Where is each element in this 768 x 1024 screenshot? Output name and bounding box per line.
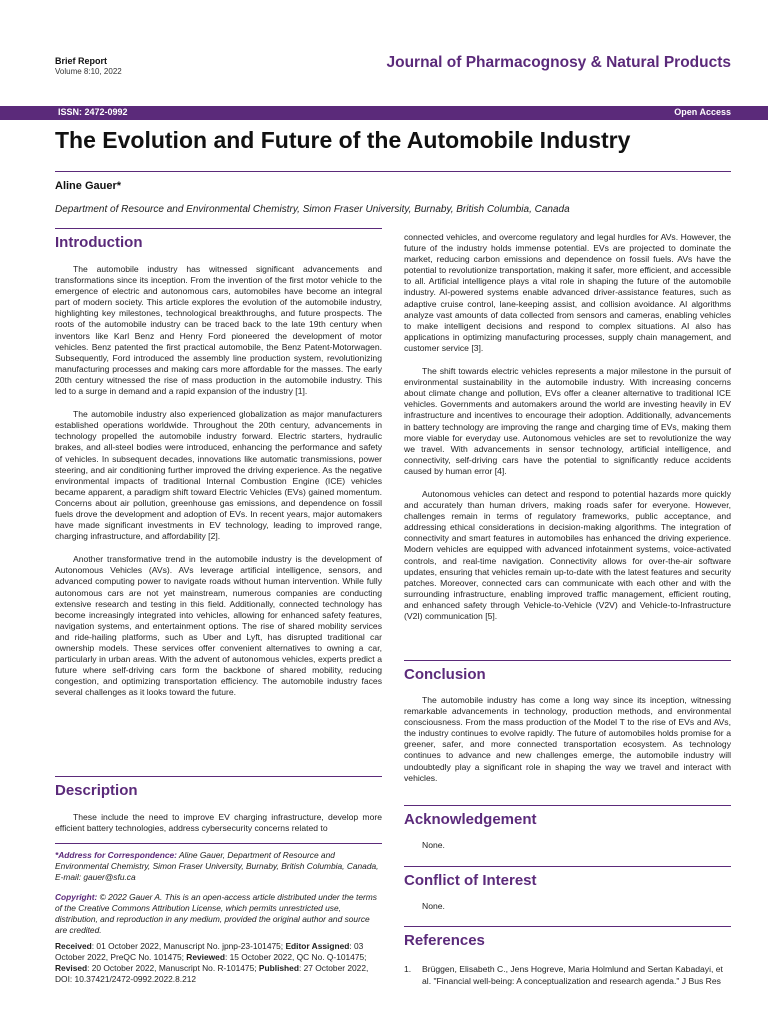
- paragraph: The automobile industry has come a long way since its inception, witnessing remarkable advancements in technology, production methods, and environmental consciousness. From the mass production of the Model T to the rise of EVs and AVs, the industry continues to evolve rapidly. The future of automobiles holds promise for a greener, safer, and more connected transportation ecosystem. As technology continues to advance and new challenges emerge, the automobile industry will undoubtedly play a significant role in shaping the way we travel and interact with vehicles.: [404, 695, 731, 783]
- section-heading-references: References: [404, 926, 731, 949]
- paragraph: The automobile industry has witnessed significant advancements and transformations since its inception. From the invention of the first motor vehicle to the emergence of electric and autonomous cars, automobiles have become an integral part of modern society. This article explores the evolution of the automobile industry, highlighting key milestones, technological breakthroughs, and future prospects. The roots of the automobile industry can be traced back to the late 19th century when inventors like Karl Benz and Henry Ford pioneered the development of motor vehicles. Benz patented the first practical automobile, the Benz Patent-Motorwagen. Subsequently, Ford introduced the assembly line production system, revolutionizing manufacturing processes and making cars more affordable for the masses. The early 20th century witnessed the rise of mass production in the automobile industry. This led to a surge in demand and a rapid expansion of the industry [1].: [55, 264, 382, 397]
- issn-band: [0, 106, 768, 120]
- conclusion-body: [404, 695, 731, 796]
- reviewed-label: Reviewed: [186, 952, 225, 962]
- volume-info: Volume 8:10, 2022: [55, 66, 122, 76]
- paragraph: Another transformative trend in the automobile industry is the development of Autonomous Vehicles (AVs). AVs leverage artificial intelligence, sensors, and advanced computing power to navigate roads without human intervention. While fully autonomous cars are not yet mainstream, numerous companies are conducting extensive research and testing in this field. Additionally, connected technology has become increasingly integrated into vehicles, allowing for enhanced safety features, navigation systems, and entertainment options. The rise of shared mobility services and ride-hailing platforms, such as Uber and Lyft, has disrupted traditional car ownership models. These services offer convenient alternatives to owning a car, particularly in urban areas. With the advent of autonomous vehicles, experts predict a future where self-driving cars form the backbone of shared mobility, reducing congestion, and optimizing transportation efficiency. The automobile industry faces several challenges as it looks toward the future.: [55, 554, 382, 698]
- introduction-body: [55, 264, 382, 710]
- report-type: Brief Report: [55, 56, 108, 66]
- paragraph: The shift towards electric vehicles represents a major milestone in the pursuit of environmental sustainability in the automobile industry. With increasing concerns about climate change and pollution, EVs offer a cleaner alternative to traditional ICE vehicles. Governments and automakers around the world are investing heavily in EV infrastructure and incentives to encourage their adoption. Additionally, advancements in battery technology are improving the range and charging time of EVs, making them more viable for everyday use. Autonomous vehicles are set to revolutionize the way we travel. With advancements in sensor technology, artificial intelligence, and connectivity, self-driving cars have the potential to significantly reduce accidents caused by human error [4].: [404, 366, 731, 476]
- article-dates: [55, 941, 382, 985]
- reference-number: 1.: [404, 964, 412, 974]
- section-heading-introduction: Introduction: [55, 228, 382, 251]
- paragraph: None.: [422, 840, 445, 850]
- reference-item: [404, 963, 731, 987]
- revised-value: : 20 October 2022, Manuscript No. R-101475;: [87, 963, 259, 973]
- section-heading-acknowledgement: Acknowledgement: [404, 805, 731, 828]
- report-meta: [55, 56, 122, 76]
- editor-value: : 03 October 2022, PreQC No. 101475;: [55, 941, 364, 962]
- paragraph: Autonomous vehicles can detect and respond to potential hazards more quickly and accurately than human drivers, making roads safer for everyone. However, challenges remain in terms of regulatory frameworks, public acceptance, and addressing ethical considerations in decision-making algorithms. The integration of connectivity and smart features in automobiles has enhanced the driving experience. Modern vehicles are equipped with advanced infotainment systems, voice-activated controls, and real-time navigation. Connectivity allows for over-the-air software updates, ensuring that vehicles remain up-to-date with the latest features and security patches. Moreover, connected cars can communicate with each other and with the surrounding infrastructure, enabling improved traffic management, efficient routing, and enhanced safety through Vehicle-to-Vehicle (V2V) and Vehicle-to-Infrastructure (V2I) communication [5].: [404, 488, 731, 621]
- footnote-divider: [55, 843, 382, 844]
- paragraph: The automobile industry also experienced globalization as major manufacturers established operations worldwide. Throughout the 20th century, advancements in technology propelled the automobile industry forward. Electric starters, hydraulic brakes, and all-steel bodies were introduced, enhancing the performance and safety of vehicles. In subsequent decades, innovations like automatic transmissions, power steering, and air conditioning further improved the driving experience. As the negative environmental impacts of traditional Internal Combustion Engine (ICE) vehicles became apparent, a paradigm shift toward Electric Vehicles (EVs) gained momentum. Concerns about air pollution, greenhouse gas emissions, and dependence on fossil fuels drove the development and adoption of EVs. In recent years, major automakers have made significant investments in EV technology, leading to improved range, charging infrastructure, and affordability [2].: [55, 409, 382, 542]
- journal-name[interactable]: Journal of Pharmacognosy & Natural Products: [386, 54, 731, 71]
- acknowledgement-body: [404, 840, 731, 863]
- title-divider: [55, 171, 731, 172]
- affiliation: Department of Resource and Environmental Chemistry, Simon Fraser University, Burnaby, British Columbia, Canada: [55, 204, 570, 215]
- author: Aline Gauer*: [55, 180, 122, 192]
- received-value: : 01 October 2022, Manuscript No. jpnp-23-101475;: [91, 941, 286, 951]
- copyright-label: Copyright:: [55, 892, 98, 902]
- section-heading-description: Description: [55, 776, 382, 799]
- right-column-body: [404, 232, 731, 634]
- published-value: : 27 October 2022, DOI: 10.37421/2472-0992.2022.8.212: [55, 963, 369, 984]
- conflict-body: [404, 901, 731, 924]
- copyright-note: [55, 892, 382, 936]
- editor-label: Editor Assigned: [285, 941, 350, 951]
- paragraph: These include the need to improve EV charging infrastructure, develop more efficient battery technologies, address cybersecurity concerns related to: [55, 812, 382, 834]
- reference-text: Brüggen, Elisabeth C., Jens Hogreve, Maria Holmlund and Sertan Kabadayi, et al. "Financial well-being: A conceptualization and research agenda." J Bus Res: [422, 964, 723, 986]
- correspondence-text: Aline Gauer, Department of Resource and Environmental Chemistry, Simon Fraser University, Burnaby, British Columbia, Canada, E-mail: gauer@sfu.ca: [55, 850, 379, 882]
- article-title: The Evolution and Future of the Automobile Industry: [55, 127, 631, 153]
- copyright-text: © 2022 Gauer A. This is an open-access article distributed under the terms of the Creative Commons Attribution License, which permits unrestricted use, distribution, and reproduction in any medium, provided the original author and source are credited.: [55, 892, 377, 935]
- paragraph: None.: [422, 901, 445, 911]
- description-body: [55, 812, 382, 846]
- revised-label: Revised: [55, 963, 88, 973]
- paragraph: connected vehicles, and overcome regulatory and legal hurdles for AVs. However, the future of the industry holds immense potential. EVs are projected to dominate the market, reducing carbon emissions and dependence on fossil fuels. AVs have the potential to revolutionize transportation, making it safer, more efficient, and accessible to all. Artificial intelligence plays a vital role in shaping the future of the automobile industry. AI-powered systems enable advanced driver-assistance features, such as adaptive cruise control, lane-keeping assist, and collision avoidance. AI algorithms analyze vast amounts of data collected from sensors and cameras, enabling vehicles to make intelligent decisions and respond to complex situations. AI also has applications in optimizing manufacturing processes, supply chain management, and customer service [3].: [404, 232, 731, 353]
- received-label: Received: [55, 941, 92, 951]
- reviewed-value: : 15 October 2022, QC No. Q-101475;: [224, 952, 367, 962]
- issn: ISSN: 2472-0992: [58, 107, 128, 117]
- section-heading-conclusion: Conclusion: [404, 660, 731, 683]
- correspondence-note: [55, 850, 382, 883]
- published-label: Published: [258, 963, 299, 973]
- section-heading-conflict: Conflict of Interest: [404, 866, 731, 889]
- correspondence-label: *Address for Correspondence:: [55, 850, 177, 860]
- open-access-label: Open Access: [674, 107, 731, 117]
